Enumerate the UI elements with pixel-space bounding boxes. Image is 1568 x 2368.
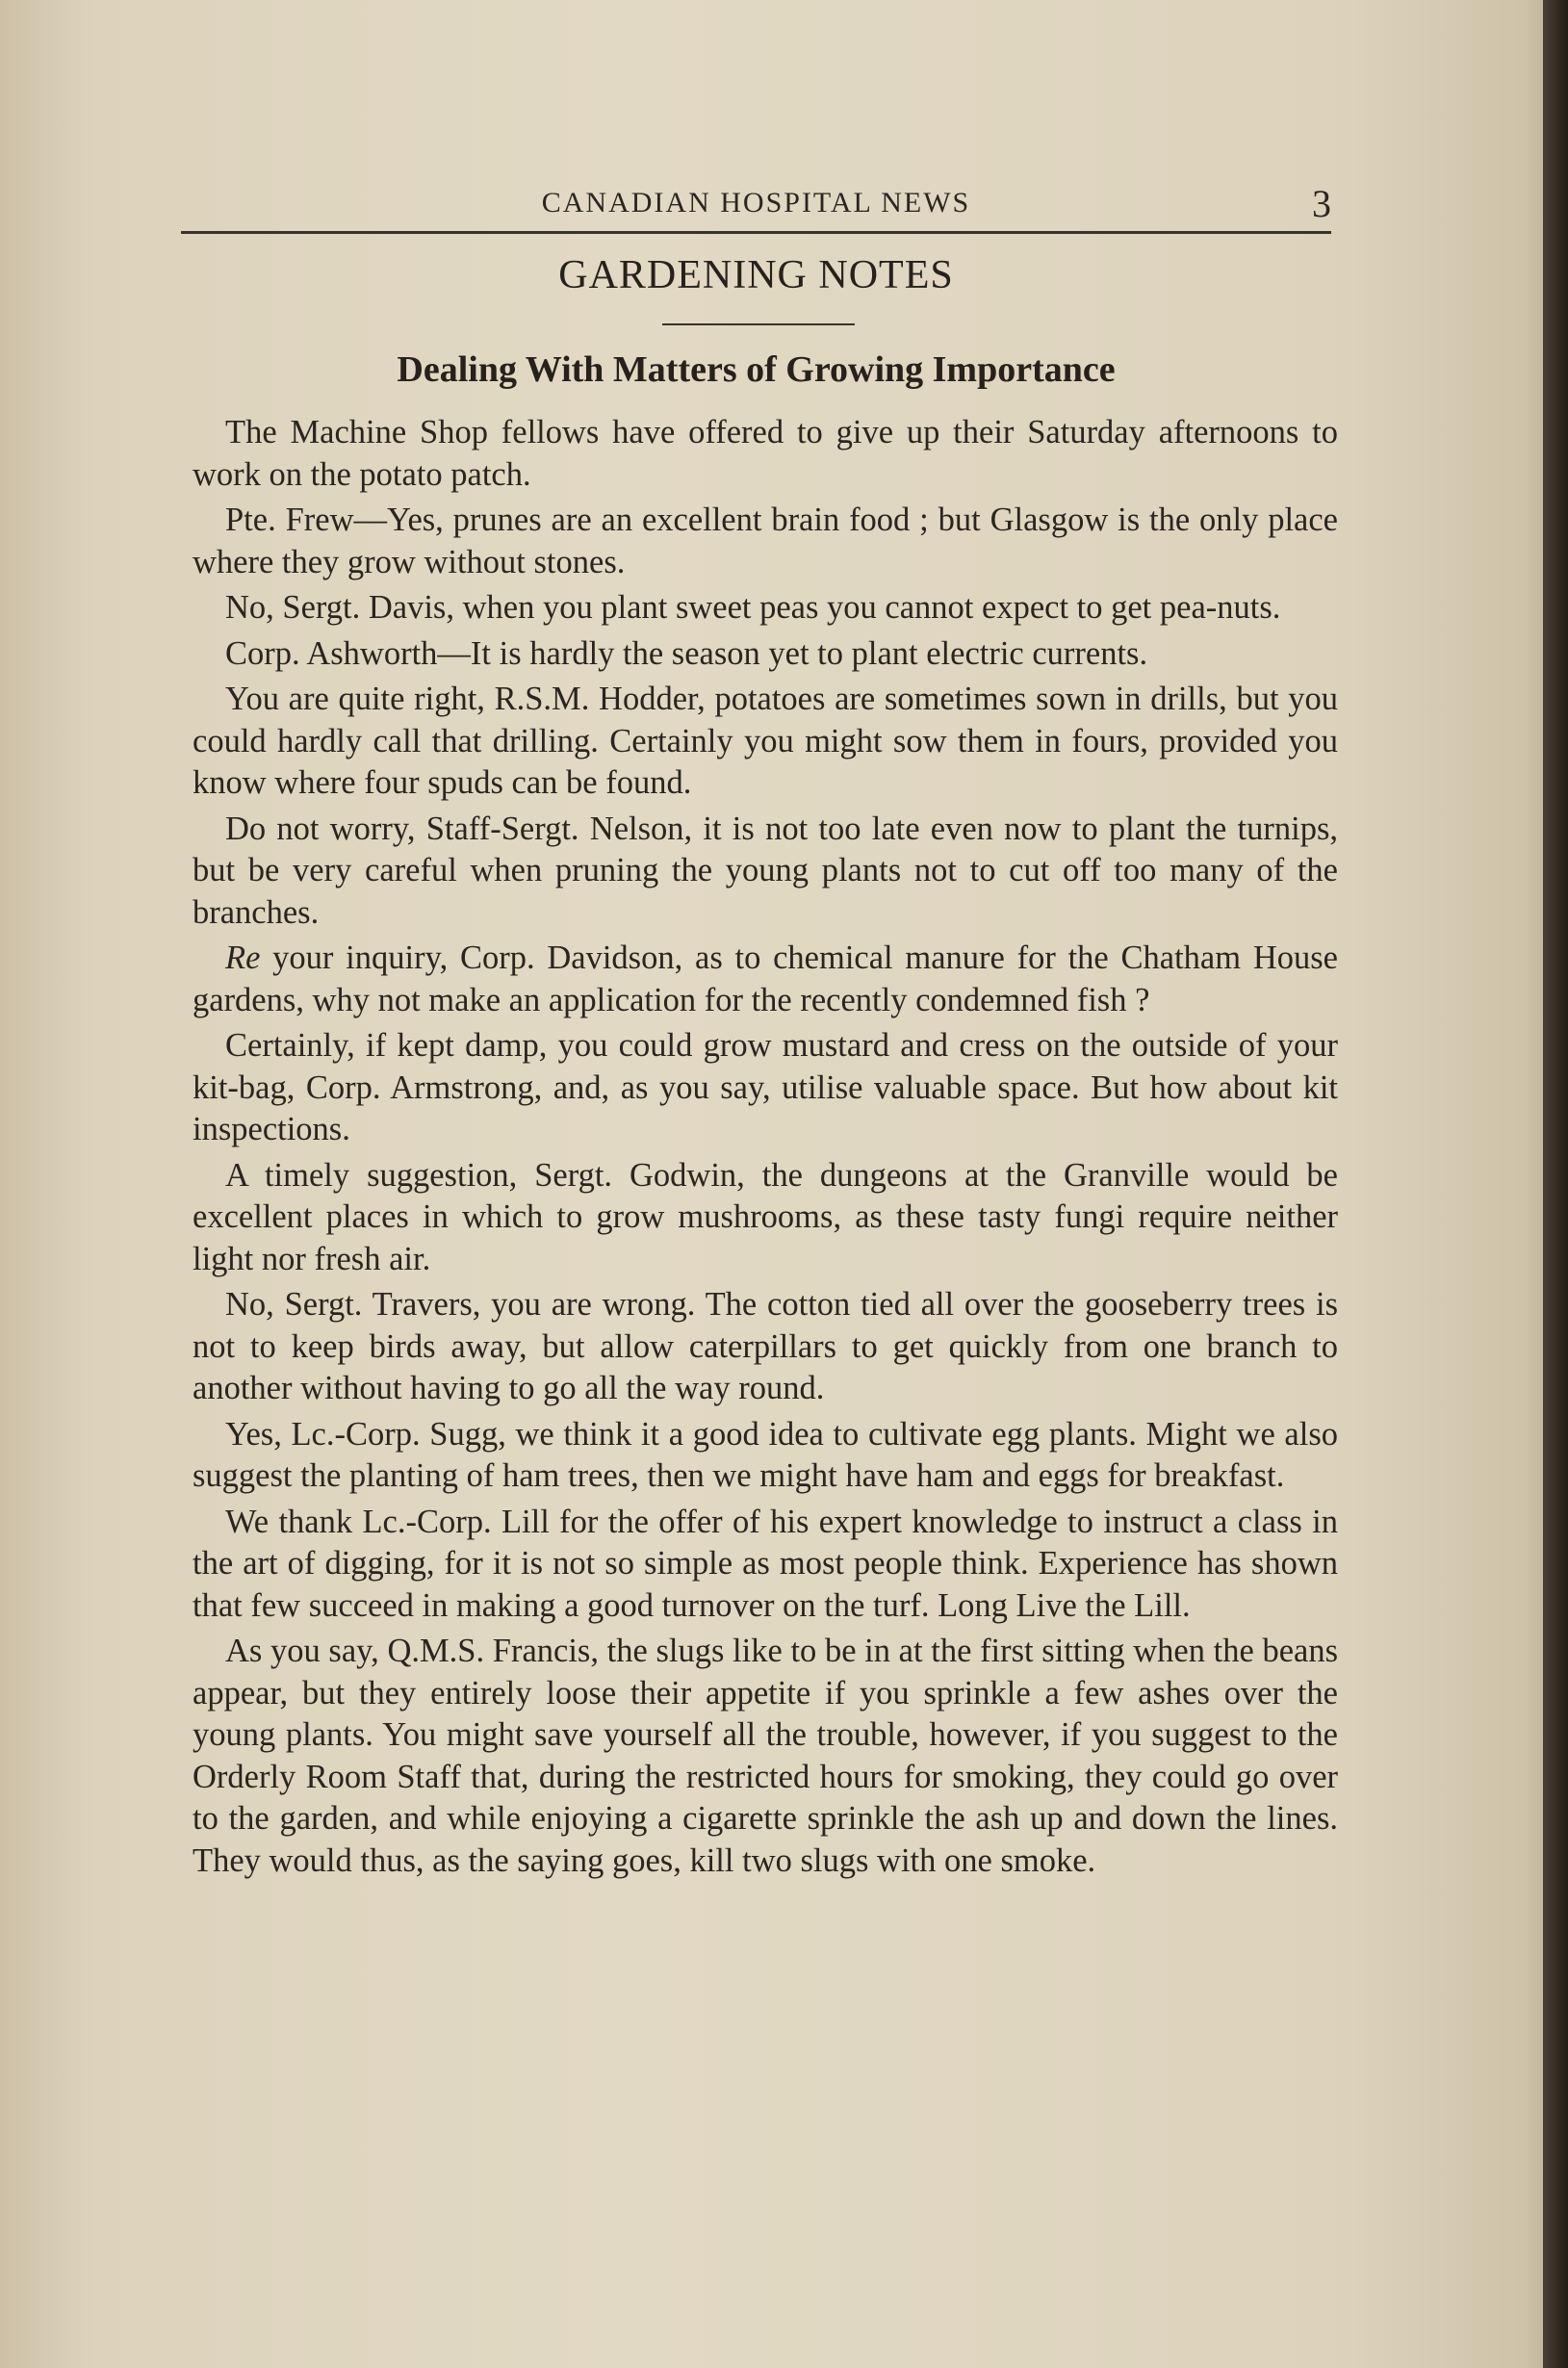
paragraph: As you say, Q.M.S. Francis, the slugs like to be in at the first sitting when the beans appear, but they entirely loose their appetite if you sprinkle a few ashes over the young plants. You might save yourself all the trouble, however, if you suggest to the Orderly Room Staff that, during the restricted hours for smoking, they could go over to the garden, and while enjoying a cigarette sprinkle the ash up and down the lines. They would thus, as the saying goes, kill two slugs with one smoke.: [193, 1633, 1338, 1879]
paragraph: Re your inquiry, Corp. Davidson, as to chemical manure for the Chatham House gardens, why not make an application for the recently condemned fish ?: [193, 939, 1338, 1018]
title-rule: [662, 323, 855, 325]
paragraph: No, Sergt. Travers, you are wrong. The cotton tied all over the gooseberry trees is not to keep birds away, but allow caterpillars to get quickly from one branch to another without having to go all the way round.: [193, 1286, 1338, 1406]
book-spine: [1543, 0, 1568, 2368]
header-rule: [181, 231, 1331, 234]
article-title: GARDENING NOTES: [558, 253, 954, 297]
page-header: [181, 181, 1331, 225]
article-body: [193, 412, 1338, 1886]
article-subtitle: Dealing With Matters of Growing Importance: [397, 349, 1116, 390]
paragraph: Yes, Lc.-Corp. Sugg, we think it a good idea to cultivate egg plants. Might we also suggest the planting of ham trees, then we might have ham and eggs for breakfast.: [193, 1415, 1338, 1494]
paragraph: No, Sergt. Davis, when you plant sweet peas you cannot expect to get pea-nuts.: [225, 589, 1281, 626]
paragraph: We thank Lc.-Corp. Lill for the offer of his expert knowledge to instruct a class in the art of digging, for it is not so simple as most people think. Experience has shown that few succeed in making a good turnover on the turf. Long Live the Lill.: [193, 1503, 1338, 1624]
paragraph-lead-italic: Re: [225, 939, 261, 976]
paragraph: The Machine Shop fellows have offered to give up their Saturday afternoons to work on the potato patch.: [193, 414, 1338, 493]
page-number: 3: [1312, 182, 1331, 225]
paragraph: Do not worry, Staff-Sergt. Nelson, it is not too late even now to plant the turnips, but be very careful when pruning the young plants not to cut off too many of the branches.: [193, 810, 1338, 931]
running-head: CANADIAN HOSPITAL NEWS: [541, 187, 971, 219]
paragraph: A timely suggestion, Sergt. Godwin, the dungeons at the Granville would be excellent places in which to grow mushrooms, as these tasty fungi require neither light nor fresh air.: [193, 1156, 1338, 1277]
paragraph: Pte. Frew—Yes, prunes are an excellent brain food ; but Glasgow is the only place where they grow without stones.: [193, 502, 1338, 580]
paragraph: You are quite right, R.S.M. Hodder, potatoes are sometimes sown in drills, but you could hardly call that drilling. Certainly you might sow them in fours, provided you know where four spuds can be found.: [193, 681, 1338, 801]
paragraph: Corp. Ashworth—It is hardly the season yet to plant electric currents.: [225, 634, 1148, 672]
paragraph: Certainly, if kept damp, you could grow mustard and cress on the outside of your kit-bag, Corp. Armstrong, and, as you say, utilise valuable space. But how about kit inspections.: [193, 1027, 1338, 1147]
